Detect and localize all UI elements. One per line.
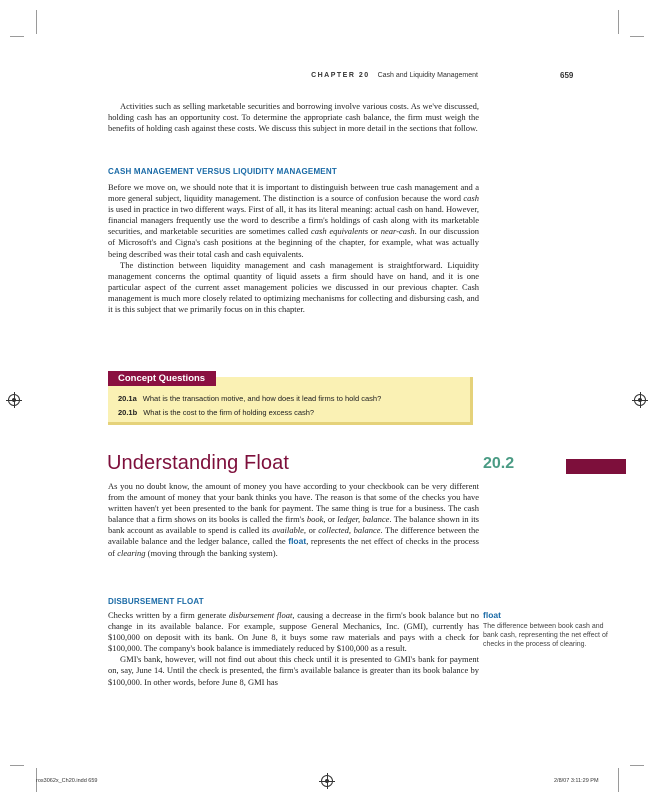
paragraph: [108, 101, 479, 134]
text-segment: book: [306, 514, 324, 525]
crop-mark: [618, 10, 619, 34]
text-segment: is used in practice in two different ways. First of all, it has its literal meaning: actual cash on hand. However, financial managers frequently use the word to describe a firm's holdings of cash along with its marketable securities, and marketable securities are sometimes called: [108, 204, 479, 237]
text-segment: ledger, balance: [337, 514, 390, 525]
registration-mark-icon: [321, 775, 333, 787]
text-segment: Before we move on, we should note that it is important to distinguish between true cash management and a more general subject, liquidity management. The distinction is a source of confusion because the word: [108, 182, 479, 204]
subhead-disbursement-float: DISBURSEMENT FLOAT: [108, 597, 204, 606]
text-segment: Checks written by a firm generate: [108, 610, 229, 620]
text-segment: . In our discussion of Microsoft's and Cigna's cash positions at the beginning of the chapter, for example, what was actually being described was their total cash and cash equivalents.: [108, 226, 479, 259]
registration-mark-icon: [8, 394, 20, 406]
section-number: 20.2: [483, 455, 515, 472]
text-segment: , causing a decrease in the firm's book balance but no change in its available balance. For example, suppose General Mechanics, Inc. (GMI), currently has $100,000 on deposit with its bank. On June 8, it buys some raw materials and pays with a check for $100,000. The company's book balance is immediately reduced by $100,000 as a result.: [108, 610, 479, 654]
concept-question: [118, 408, 314, 417]
paragraph: [108, 610, 479, 654]
running-head: [108, 72, 478, 79]
text-segment: disbursement float: [228, 610, 293, 620]
section-color-bar: [566, 459, 626, 474]
concept-question: [118, 394, 381, 403]
question-text: What is the transaction motive, and how does it lead firms to hold cash?: [142, 394, 382, 403]
crop-mark: [10, 765, 24, 766]
crop-mark: [630, 765, 644, 766]
paragraph: [108, 182, 479, 260]
crop-mark: [10, 36, 24, 37]
text-segment: available: [272, 525, 304, 536]
paragraph: [108, 260, 479, 315]
registration-mark-icon: [634, 394, 646, 406]
text-segment: near-cash: [380, 226, 415, 237]
text-segment: (moving through the banking system).: [145, 547, 278, 558]
text-segment: , or: [323, 514, 338, 525]
concept-questions-title: Concept Questions: [108, 371, 216, 386]
crop-mark: [630, 36, 644, 37]
margin-term: float: [483, 610, 501, 620]
intro-paragraphs: [108, 101, 479, 134]
text-segment: or: [368, 226, 381, 237]
question-text: What is the cost to the firm of holding excess cash?: [143, 408, 315, 417]
paragraph: [108, 481, 479, 559]
text-segment: cash equivalents: [311, 226, 369, 237]
text-segment: cash: [463, 193, 479, 204]
disbursement-float-paragraphs: [108, 610, 479, 688]
text-segment: As you no doubt know, the amount of money you have according to your checkbook can be very different from the amount of money that your bank thinks you have. The reason is that some of the checks you have written haven't yet been presented to the bank for payment. The same thing is true for a business. The cash balance that a firm shows on its books is called the firm's: [108, 481, 479, 525]
cash-vs-liquidity-paragraphs: [108, 182, 479, 315]
question-number: 20.1a: [118, 394, 137, 403]
footer-timestamp: 2/8/07 3:11:29 PM: [554, 778, 599, 784]
text-segment: , represents the net effect of checks in the process of: [108, 536, 479, 558]
text-segment: , or: [303, 525, 319, 536]
text-segment: clearing: [117, 547, 146, 558]
footer-file-info: ros3062x_Ch20.indd 659: [36, 778, 98, 784]
crop-mark: [618, 768, 619, 792]
page-number: 659: [560, 71, 574, 80]
text-segment: The distinction between liquidity management and cash management is straightforward. Liquidity management concerns the optimal quantity of liquid assets a firm should have on hand, and it is one particular aspect of the current asset management policies we discussed in our previous chapter. Cash management is much more closely related to optimizing mechanisms for collecting and disbursing cash, and it is this subject that we primarily focus on in this chapter.: [108, 259, 479, 315]
crop-mark: [36, 10, 37, 34]
chapter-label: CHAPTER 20: [311, 72, 370, 79]
text-segment: . The balance shown in its bank account as available to spend is called its: [108, 514, 479, 536]
margin-definition: The difference between book cash and bank cash, representing the net effect of checks in the process of clearing.: [483, 623, 608, 649]
text-segment: GMI's bank, however, will not find out about this check until it is presented to GMI's bank for payment on, say, June 14. Until the check is presented, the firm's available balance is greater than its book balance by $100,000. In other words, before June 8, GMI has: [108, 654, 479, 687]
section-title: Understanding Float: [107, 452, 290, 474]
question-number: 20.1b: [118, 408, 138, 417]
key-term: float: [288, 536, 307, 547]
text-segment: . The difference between the available balance and the ledger balance, called the: [108, 525, 479, 547]
chapter-title: Cash and Liquidity Management: [377, 72, 478, 79]
understanding-float-paragraphs: [108, 481, 479, 559]
text-segment: collected, balance: [318, 525, 381, 536]
subhead-cash-vs-liquidity: CASH MANAGEMENT VERSUS LIQUIDITY MANAGEMENT: [108, 167, 337, 176]
paragraph: [108, 654, 479, 687]
text-segment: Activities such as selling marketable securities and borrowing involve various costs. As we've discussed, holding cash has an opportunity cost. To determine the appropriate cash balance, the firm must weigh the benefits of holding cash against these costs. We discuss this subject in more detail in the sections that follow.: [108, 101, 479, 134]
